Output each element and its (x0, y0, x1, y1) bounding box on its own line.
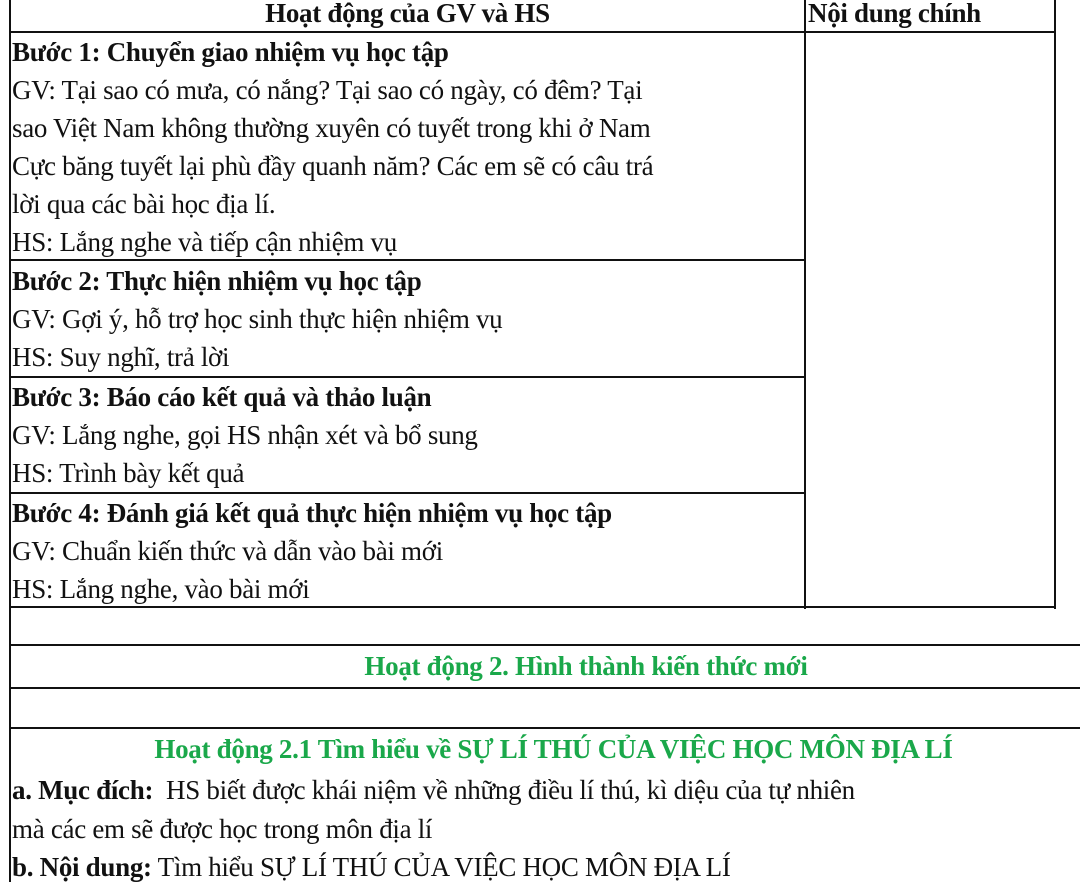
step-line: HS: Lắng nghe, vào bài mới (12, 574, 310, 604)
step-line: GV: Lắng nghe, gọi HS nhận xét và bổ sung (12, 420, 478, 450)
header-main-content: Nội dung chính (808, 0, 981, 28)
step-title: Bước 1: Chuyển giao nhiệm vụ học tập (12, 37, 449, 67)
step-line: HS: Trình bày kết quả (12, 458, 245, 488)
purpose-paragraph (12, 771, 855, 809)
purpose-text: HS biết được khái niệm về những điều lí thú, kì diệu của tự nhiên (153, 775, 855, 805)
purpose-text-continued: mà các em sẽ được học trong môn địa lí (12, 814, 433, 844)
step-line: GV: Tại sao có mưa, có nắng? Tại sao có ngày, có đêm? Tại (12, 75, 643, 105)
step-2 (12, 262, 502, 376)
content-label: b. Nội dung: (12, 852, 152, 882)
step-line: sao Việt Nam không thường xuyên có tuyết trong khi ở Nam (12, 113, 651, 143)
step-line: Cực băng tuyết lại phù đầy quanh năm? Các em sẽ có câu trá (12, 151, 654, 181)
content-text: Tìm hiểu SỰ LÍ THÚ CỦA VIỆC HỌC MÔN ĐỊA LÍ (151, 852, 731, 882)
row-divider (9, 727, 1080, 729)
step-title: Bước 2: Thực hiện nhiệm vụ học tập (12, 266, 422, 296)
step-title: Bước 3: Báo cáo kết quả và thảo luận (12, 382, 432, 412)
section-subheading: Hoạt động 2.1 Tìm hiểu về SỰ LÍ THÚ CỦA VIỆC HỌC MÔN ĐỊA LÍ (154, 734, 953, 764)
step-title: Bước 4: Đánh giá kết quả thực hiện nhiệm vụ học tập (12, 498, 612, 528)
step-line: GV: Chuẩn kiến thức và dẫn vào bài mới (12, 536, 443, 566)
step-1 (12, 33, 653, 261)
right-border (1054, 0, 1056, 609)
purpose-label: a. Mục đích: (12, 775, 154, 805)
content-paragraph (12, 848, 731, 886)
section-heading: Hoạt động 2. Hình thành kiến thức mới (364, 651, 808, 681)
step-line: HS: Lắng nghe và tiếp cận nhiệm vụ (12, 227, 397, 257)
step-line: HS: Suy nghĩ, trả lời (12, 342, 230, 372)
row-divider (9, 644, 1080, 646)
row-divider (9, 687, 1080, 689)
step-line: GV: Gợi ý, hỗ trợ học sinh thực hiện nhiệm vụ (12, 304, 503, 334)
column-divider (804, 0, 806, 609)
header-activities: Hoạt động của GV và HS (265, 0, 550, 28)
step-4 (12, 494, 612, 608)
step-line: lời qua các bài học địa lí. (12, 189, 276, 219)
step-3 (12, 378, 478, 492)
